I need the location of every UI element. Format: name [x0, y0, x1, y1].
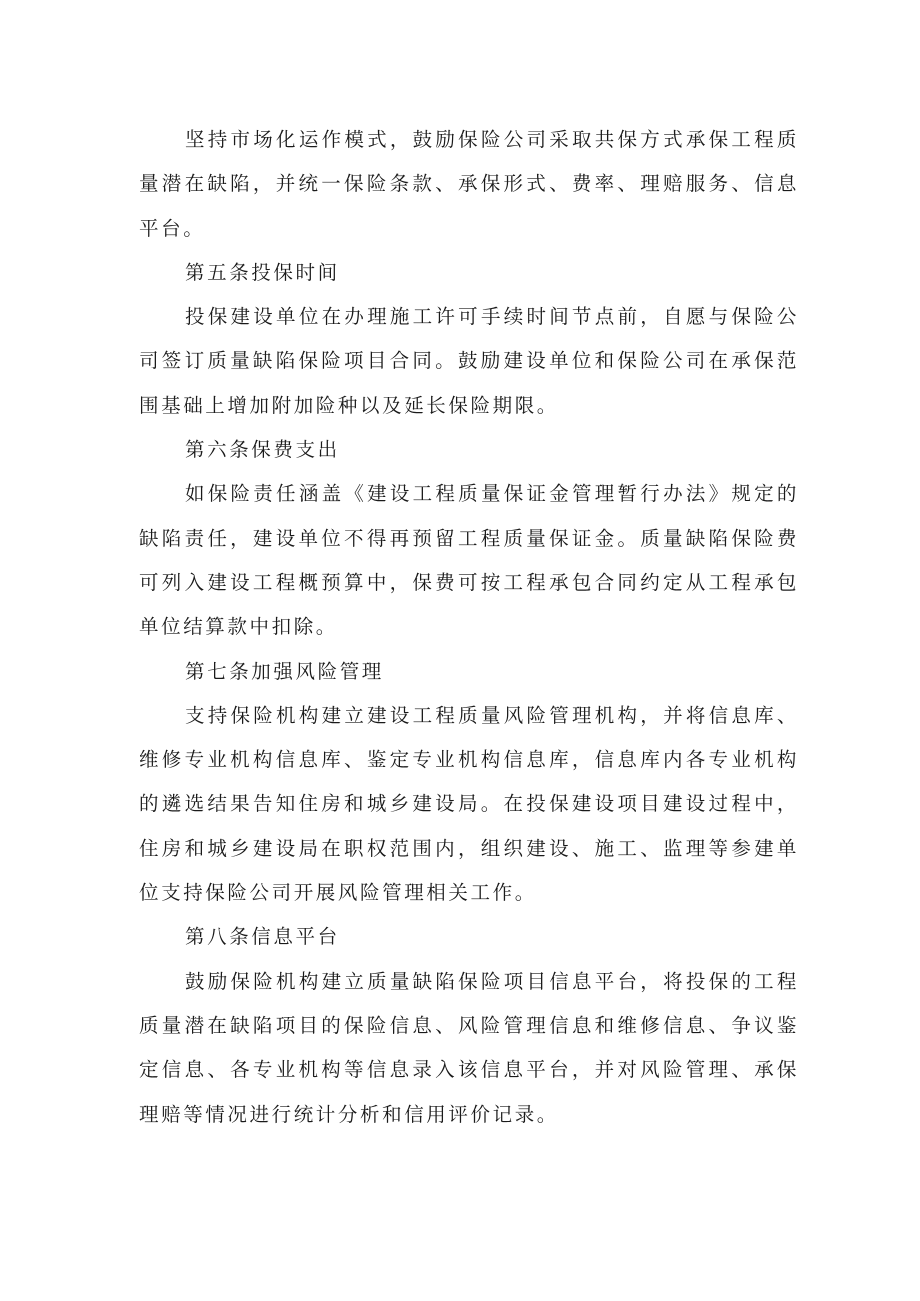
paragraph-article-8: 鼓励保险机构建立质量缺陷保险项目信息平台，将投保的工程质量潜在缺陷项目的保险信息、风险管理信息和维修信息、争议鉴定信息、各专业机构等信息录入该信息平台，并对风险管理、承保理赔等情况进行统计分析和信用评价记录。: [139, 969, 799, 1126]
paragraph-article-6: 如保险责任涵盖《建设工程质量保证金管理暂行办法》规定的缺陷责任，建设单位不得再预留工程质量保证金。质量缺陷保险费可列入建设工程概预算中，保费可按工程承包合同约定从工程承包单位结算款中扣除。: [139, 482, 799, 639]
paragraph-co-insurance: 坚持市场化运作模式，鼓励保险公司采取共保方式承保工程质量潜在缺陷，并统一保险条款、承保形式、费率、理赔服务、信息平台。: [139, 128, 799, 240]
heading-article-7: 第七条加强风险管理: [185, 659, 384, 683]
paragraph-article-7: 支持保险机构建立建设工程质量风险管理机构，并将信息库、维修专业机构信息库、鉴定专业机构信息库，信息库内各专业机构的遴选结果告知住房和城乡建设局。在投保建设项目建设过程中，住房和城乡建设局在职权范围内，组织建设、施工、监理等参建单位支持保险公司开展风险管理相关工作。: [139, 703, 799, 905]
heading-article-6: 第六条保费支出: [185, 438, 340, 462]
heading-article-5: 第五条投保时间: [185, 260, 340, 284]
heading-article-8: 第八条信息平台: [185, 925, 340, 949]
paragraph-article-5: 投保建设单位在办理施工许可手续时间节点前，自愿与保险公司签订质量缺陷保险项目合同。鼓励建设单位和保险公司在承保范围基础上增加附加险种以及延长保险期限。: [139, 305, 799, 417]
document-body: [139, 118, 799, 1137]
